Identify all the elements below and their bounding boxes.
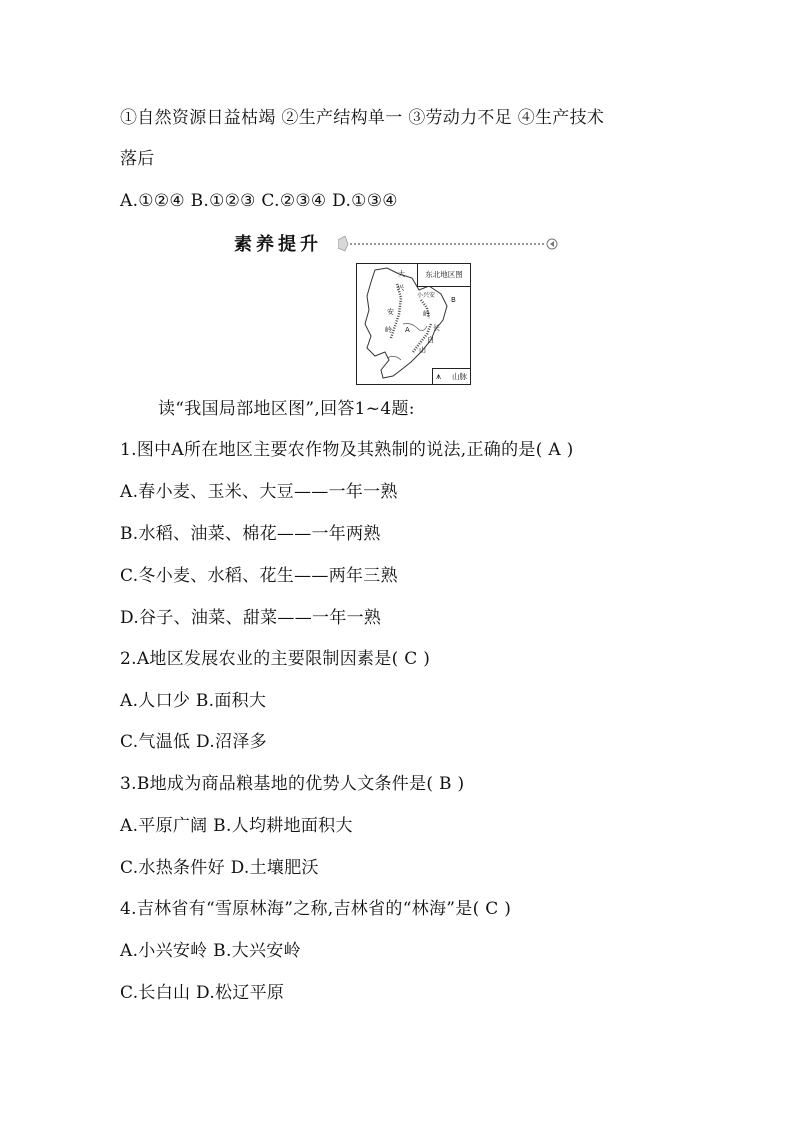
answer-options: A.①②④ B.①②③ C.②③④ D.①③④ bbox=[120, 191, 398, 211]
option-list-line-1: ①自然资源日益枯竭 ②生产结构单一 ③劳动力不足 ④生产技术 bbox=[120, 108, 605, 128]
map-label: 白 bbox=[427, 336, 434, 344]
map-label: 山 bbox=[419, 346, 426, 354]
mountain-legend-icon: ⩚ bbox=[436, 372, 442, 382]
question-option: A.小兴安岭 B.大兴安岭 bbox=[120, 941, 301, 961]
map-label-a: A bbox=[405, 326, 410, 334]
question-option: A.人口少 B.面积大 bbox=[120, 691, 267, 711]
map-legend bbox=[432, 368, 470, 384]
question-option: C.长白山 D.松辽平原 bbox=[120, 983, 285, 1003]
map-label: 安 bbox=[387, 308, 394, 316]
question-option: B.水稻、油菜、棉花——一年两熟 bbox=[120, 524, 381, 544]
question-option: A.春小麦、玉米、大豆——一年一熟 bbox=[120, 482, 398, 502]
question-stem: 2.A地区发展农业的主要限制因素是( C ) bbox=[120, 649, 431, 669]
question-option: D.谷子、油菜、甜菜——一年一熟 bbox=[120, 608, 382, 628]
question-instruction: 读“我国局部地区图”,回答1~4题: bbox=[158, 399, 415, 419]
map-label: 大 bbox=[398, 270, 405, 278]
question-option: C.冬小麦、水稻、花生——两年三熟 bbox=[120, 566, 398, 586]
header-divider-arrow-icon bbox=[338, 236, 560, 252]
map-caption: 东北地区图 bbox=[417, 264, 470, 287]
map-label-b: B bbox=[451, 296, 456, 304]
map-legend-label: 山脉 bbox=[452, 372, 467, 381]
question-stem: 4.吉林省有“雪原林海”之称,吉林省的“林海”是( C ) bbox=[120, 899, 512, 919]
option-list-line-2: 落后 bbox=[120, 149, 155, 169]
section-title: 素养提升 bbox=[234, 234, 322, 255]
question-option: A.平原广阔 B.人均耕地面积大 bbox=[120, 816, 353, 836]
question-stem: 1.图中A所在地区主要农作物及其熟制的说法,正确的是( A ) bbox=[120, 440, 574, 460]
map-label: 岭 bbox=[423, 310, 430, 318]
map-label: 长 bbox=[433, 324, 440, 332]
question-stem: 3.B地成为商品粮基地的优势人文条件是( B ) bbox=[120, 774, 465, 794]
question-option: C.水热条件好 D.土壤肥沃 bbox=[120, 858, 319, 878]
map-label: 小兴安 bbox=[417, 292, 436, 299]
northeast-china-map bbox=[356, 263, 471, 385]
map-label: 岭 bbox=[385, 326, 392, 334]
question-option: C.气温低 D.沼泽多 bbox=[120, 732, 267, 752]
section-header bbox=[234, 232, 564, 258]
map-label: 兴 bbox=[397, 284, 404, 292]
